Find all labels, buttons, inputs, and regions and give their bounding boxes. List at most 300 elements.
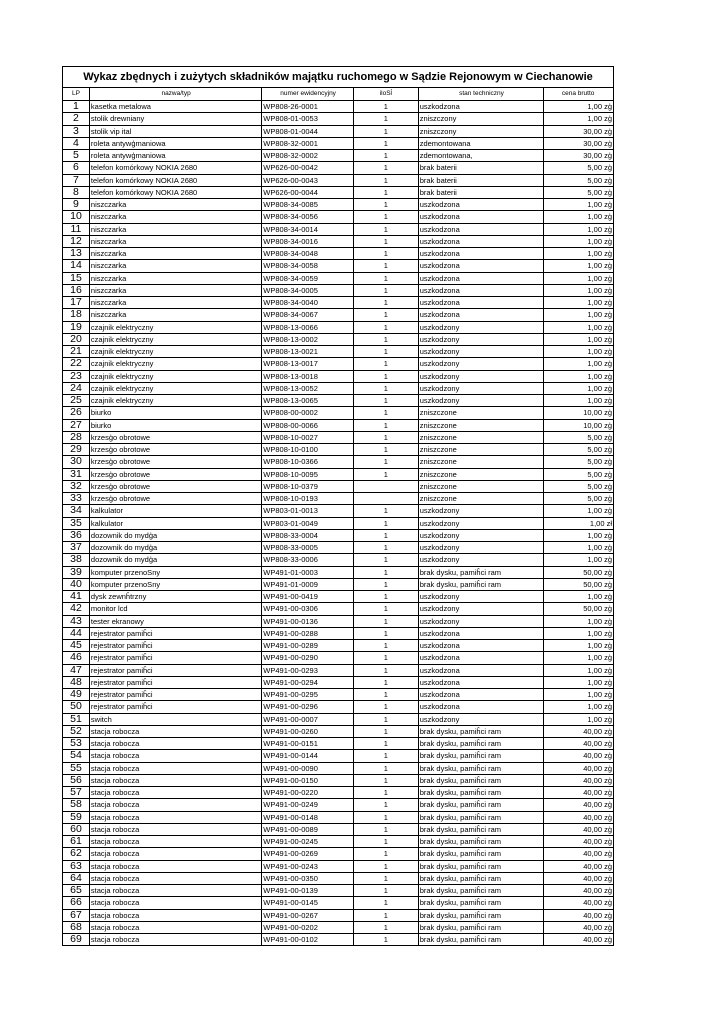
cell-name: niszczarka xyxy=(90,285,262,296)
cell-price: 1,00 zģ xyxy=(587,102,613,111)
cell-state: uszkodzona xyxy=(419,640,545,651)
cell-state: brak dysku, pamiĥci ram xyxy=(419,824,545,835)
cell-qty: 1 xyxy=(354,432,419,443)
table-row xyxy=(63,443,613,455)
cell-name: dozownik do mydģa xyxy=(90,530,262,541)
cell-state: zniszczone xyxy=(419,444,545,455)
cell-state: uszkodzona xyxy=(419,665,545,676)
table-row xyxy=(63,223,613,235)
cell-number: WP491-00-0267 xyxy=(262,910,354,921)
cell-lp: 2 xyxy=(63,113,90,124)
cell-name: niszczarka xyxy=(90,248,262,259)
cell-state: zniszczone xyxy=(419,456,545,467)
cell-name: stacja robocza xyxy=(90,885,262,896)
table-row xyxy=(63,627,613,639)
cell-lp: 1 xyxy=(63,101,90,112)
cell-lp: 38 xyxy=(63,554,90,565)
cell-number: WP803-01-0049 xyxy=(262,518,354,529)
table-row xyxy=(63,737,613,749)
cell-price: 40,00 zģ xyxy=(583,910,613,920)
table-row xyxy=(63,480,613,492)
cell-price: 5,00 zģ xyxy=(587,494,613,503)
cell-qty: 1 xyxy=(354,567,419,578)
cell-number: WP626-00-0043 xyxy=(262,175,354,186)
cell-qty: 1 xyxy=(354,113,419,124)
table-row xyxy=(63,602,613,614)
cell-state: uszkodzony xyxy=(419,395,545,406)
cell-qty: 1 xyxy=(354,836,419,847)
cell-number: WP808-10-0193 xyxy=(262,493,354,504)
cell-state: uszkodzony xyxy=(419,603,545,614)
cell-number: WP808-32-0002 xyxy=(262,150,354,161)
cell-name: biurko xyxy=(90,420,262,431)
cell-state: uszkodzony xyxy=(419,554,545,565)
cell-number: WP491-00-0202 xyxy=(262,922,354,933)
cell-number: WP491-00-0350 xyxy=(262,873,354,884)
cell-qty: 1 xyxy=(354,248,419,259)
cell-number: WP491-00-0249 xyxy=(262,799,354,810)
cell-name: stacja robocza xyxy=(90,775,262,786)
cell-state: zniszczone xyxy=(419,432,545,443)
cell-price: 1,00 zģ xyxy=(587,285,613,295)
cell-state: brak dysku, pamiĥci ram xyxy=(419,812,545,823)
cell-qty: 1 xyxy=(354,603,419,614)
cell-price: 30,00 zģ xyxy=(583,138,613,148)
cell-lp: 12 xyxy=(63,236,90,247)
cell-number: WP808-13-0018 xyxy=(262,371,354,382)
cell-price: 1,00 zģ xyxy=(587,641,613,650)
cell-state: zniszczone xyxy=(419,493,545,504)
cell-lp: 20 xyxy=(63,334,90,345)
table-row xyxy=(63,847,613,859)
cell-lp: 7 xyxy=(63,175,90,186)
cell-qty: 1 xyxy=(354,175,419,186)
cell-number: WP491-00-0289 xyxy=(262,640,354,651)
cell-price: 1,00 zģ xyxy=(587,114,613,124)
cell-state: uszkodzona xyxy=(419,236,545,247)
table-row xyxy=(63,933,613,945)
table-row xyxy=(63,370,613,382)
cell-lp: 32 xyxy=(63,481,90,492)
cell-state: zniszczone xyxy=(419,407,545,418)
cell-price: 40,00 zģ xyxy=(583,812,613,822)
cell-name: rejestrator pamiĥci xyxy=(90,640,262,651)
cell-name: niszczarka xyxy=(90,273,262,284)
cell-state: uszkodzona xyxy=(419,224,545,235)
cell-name: krzesģo obrotowe xyxy=(90,493,262,504)
cell-qty: 1 xyxy=(354,701,419,712)
cell-state: brak dysku, pamiĥci ram xyxy=(419,787,545,798)
cell-qty: 1 xyxy=(354,714,419,725)
table-row xyxy=(63,860,613,872)
cell-state: brak dysku, pamiĥci ram xyxy=(419,922,545,933)
cell-number: WP491-00-0269 xyxy=(262,848,354,859)
cell-price: 1,00 zģ xyxy=(587,347,613,356)
cell-price: 1,00 zģ xyxy=(587,298,613,307)
cell-state: uszkodzona xyxy=(419,309,545,320)
cell-price: 1,00 zģ xyxy=(587,273,613,283)
cell-number: WP808-13-0002 xyxy=(262,334,354,345)
cell-name: czajnik elektryczny xyxy=(90,358,262,369)
cell-state: uszkodzona xyxy=(419,199,545,210)
cell-lp: 43 xyxy=(63,616,90,627)
cell-number: WP491-00-0150 xyxy=(262,775,354,786)
cell-name: kalkulator xyxy=(90,518,262,529)
cell-qty: 1 xyxy=(354,738,419,749)
cell-number: WP491-00-0090 xyxy=(262,763,354,774)
header-state: stan techniczny xyxy=(419,88,545,100)
cell-name: stacja robocza xyxy=(90,726,262,737)
cell-price: 5,00 zģ xyxy=(587,163,613,173)
cell-state: brak dysku, pamiĥci ram xyxy=(419,750,545,761)
cell-price: 40,00 zģ xyxy=(583,800,613,810)
cell-lp: 60 xyxy=(63,824,90,835)
cell-state: brak dysku, pamiĥci ram xyxy=(419,799,545,810)
table-row xyxy=(63,100,613,112)
cell-number: WP491-00-0243 xyxy=(262,861,354,872)
cell-lp: 9 xyxy=(63,199,90,210)
cell-lp: 66 xyxy=(63,897,90,908)
cell-price: 1,00 zģ xyxy=(587,334,613,344)
cell-price: 40,00 zģ xyxy=(583,922,613,932)
cell-name: czajnik elektryczny xyxy=(90,334,262,345)
table-row xyxy=(63,345,613,357)
cell-name: stacja robocza xyxy=(90,922,262,933)
cell-state: brak dysku, pamiĥci ram xyxy=(419,848,545,859)
cell-price: 5,00 zģ xyxy=(587,445,613,454)
cell-number: WP491-00-0295 xyxy=(262,689,354,700)
cell-number: WP808-33-0004 xyxy=(262,530,354,541)
cell-number: WP808-34-0058 xyxy=(262,260,354,271)
cell-name: niszczarka xyxy=(90,211,262,222)
cell-lp: 28 xyxy=(63,432,90,443)
cell-lp: 42 xyxy=(63,603,90,614)
cell-qty: 1 xyxy=(354,383,419,394)
cell-qty: 1 xyxy=(354,346,419,357)
cell-lp: 34 xyxy=(63,505,90,516)
header-lp: LP xyxy=(63,88,90,100)
cell-lp: 19 xyxy=(63,322,90,333)
cell-number: WP626-00-0042 xyxy=(262,162,354,173)
cell-lp: 55 xyxy=(63,763,90,774)
cell-name: telefon komórkowy NOKIA 2680 xyxy=(90,162,262,173)
cell-number: WP491-00-0148 xyxy=(262,812,354,823)
cell-name: tester ekranowy xyxy=(90,616,262,627)
cell-price: 40,00 zģ xyxy=(583,886,613,895)
cell-name: roleta antywģmaniowa xyxy=(90,138,262,149)
cell-qty: 1 xyxy=(354,309,419,320)
table-row xyxy=(63,700,613,712)
cell-state: uszkodzony xyxy=(419,505,545,516)
table-row xyxy=(63,762,613,774)
cell-qty: 1 xyxy=(354,628,419,639)
table-row xyxy=(63,149,613,161)
cell-name: stacja robocza xyxy=(90,787,262,798)
cell-lp: 44 xyxy=(63,628,90,639)
table-row xyxy=(63,566,613,578)
cell-lp: 64 xyxy=(63,873,90,884)
cell-number: WP491-00-0260 xyxy=(262,726,354,737)
cell-name: rejestrator pamiĥci xyxy=(90,689,262,700)
cell-price: 5,00 zģ xyxy=(587,175,613,185)
cell-name: stacja robocza xyxy=(90,824,262,835)
table-row xyxy=(63,553,613,565)
cell-state: brak dysku, pamiĥci ram xyxy=(419,726,545,737)
table-row xyxy=(63,541,613,553)
cell-qty: 1 xyxy=(354,224,419,235)
cell-qty: 1 xyxy=(354,322,419,333)
cell-price: 1,00 zģ xyxy=(587,653,613,663)
cell-state: zniszczone xyxy=(419,420,545,431)
cell-price: 1,00 zģ xyxy=(587,383,613,393)
cell-number: WP808-34-0016 xyxy=(262,236,354,247)
cell-qty: 1 xyxy=(354,150,419,161)
table-row xyxy=(63,811,613,823)
table-row xyxy=(63,308,613,320)
cell-name: krzesģo obrotowe xyxy=(90,432,262,443)
cell-state: brak dysku, pamiĥci ram xyxy=(419,775,545,786)
table-row xyxy=(63,198,613,210)
cell-lp: 3 xyxy=(63,126,90,137)
cell-number: WP808-00-0002 xyxy=(262,407,354,418)
cell-qty: 1 xyxy=(354,162,419,173)
cell-lp: 39 xyxy=(63,567,90,578)
cell-lp: 46 xyxy=(63,652,90,663)
cell-number: WP803-01-0013 xyxy=(262,505,354,516)
cell-name: stacja robocza xyxy=(90,750,262,761)
cell-number: WP491-00-0293 xyxy=(262,665,354,676)
table-row xyxy=(63,406,613,418)
cell-name: niszczarka xyxy=(90,199,262,210)
cell-lp: 33 xyxy=(63,493,90,504)
cell-name: stacja robocza xyxy=(90,897,262,908)
cell-price: 5,00 zģ xyxy=(587,481,613,491)
table-row xyxy=(63,823,613,835)
cell-state: uszkodzona xyxy=(419,101,545,112)
cell-qty: 1 xyxy=(354,665,419,676)
cell-state: brak dysku, pamiĥci ram xyxy=(419,763,545,774)
table-row xyxy=(63,394,613,406)
cell-name: stacja robocza xyxy=(90,910,262,921)
table-body xyxy=(62,100,614,946)
cell-price: 40,00 zģ xyxy=(583,861,613,871)
cell-price: 1,00 zģ xyxy=(587,249,613,258)
cell-number: WP491-00-0145 xyxy=(262,897,354,908)
cell-state: brak dysku, pamiĥci ram xyxy=(419,934,545,945)
cell-price: 1,00 zģ xyxy=(587,396,613,405)
cell-qty: 1 xyxy=(354,799,419,810)
cell-qty: 1 xyxy=(354,775,419,786)
cell-price: 1,00 zģ xyxy=(587,371,613,381)
cell-state: brak dysku, pamiĥci ram xyxy=(419,873,545,884)
cell-state: uszkodzona xyxy=(419,297,545,308)
cell-lp: 5 xyxy=(63,150,90,161)
cell-name: czajnik elektryczny xyxy=(90,395,262,406)
cell-number: WP491-00-0220 xyxy=(262,787,354,798)
cell-qty: 1 xyxy=(354,138,419,149)
table-row xyxy=(63,125,613,137)
cell-state: zniszczone xyxy=(419,469,545,480)
cell-state: brak baterii xyxy=(419,187,545,198)
cell-qty: 1 xyxy=(354,211,419,222)
cell-qty: 1 xyxy=(354,787,419,798)
cell-state: brak dysku, pamiĥci ram xyxy=(419,567,545,578)
cell-state: brak dysku, pamiĥci ram xyxy=(419,579,545,590)
table-row xyxy=(63,615,613,627)
cell-state: brak dysku, pamiĥci ram xyxy=(419,861,545,872)
cell-number: WP808-34-0067 xyxy=(262,309,354,320)
cell-qty: 1 xyxy=(354,763,419,774)
cell-name: stacja robocza xyxy=(90,763,262,774)
cell-number: WP808-10-0366 xyxy=(262,456,354,467)
cell-qty: 1 xyxy=(354,554,419,565)
cell-name: czajnik elektryczny xyxy=(90,346,262,357)
cell-price: 5,00 zģ xyxy=(587,457,613,467)
cell-lp: 41 xyxy=(63,591,90,602)
table-row xyxy=(63,651,613,663)
table-row xyxy=(63,492,613,504)
cell-name: dozownik do mydģa xyxy=(90,554,262,565)
cell-state: brak dysku, pamiĥci ram xyxy=(419,910,545,921)
cell-price: 1,00 zģ xyxy=(587,628,613,638)
cell-state: zniszczony xyxy=(419,126,545,137)
cell-name: switch xyxy=(90,714,262,725)
cell-number: WP808-33-0006 xyxy=(262,554,354,565)
table-row xyxy=(63,798,613,810)
cell-state: uszkodzony xyxy=(419,542,545,553)
cell-number: WP808-34-0040 xyxy=(262,297,354,308)
cell-lp: 22 xyxy=(63,358,90,369)
cell-qty: 1 xyxy=(354,812,419,823)
table-row xyxy=(63,431,613,443)
table-row xyxy=(63,578,613,590)
cell-price: 1,00 zģ xyxy=(587,530,613,540)
cell-price: 1,00 zģ xyxy=(587,665,613,675)
cell-lp: 57 xyxy=(63,787,90,798)
cell-lp: 48 xyxy=(63,677,90,688)
cell-name: kasetka metalowa xyxy=(90,101,262,112)
cell-name: krzesģo obrotowe xyxy=(90,469,262,480)
cell-name: komputer przenoSny xyxy=(90,579,262,590)
cell-state: zniszczone xyxy=(419,481,545,492)
cell-state: uszkodzona xyxy=(419,260,545,271)
cell-name: czajnik elektryczny xyxy=(90,371,262,382)
inventory-sheet xyxy=(62,66,614,946)
cell-number: WP808-26-0001 xyxy=(262,101,354,112)
cell-number: WP491-00-0136 xyxy=(262,616,354,627)
cell-price: 40,00 zģ xyxy=(583,739,613,748)
cell-name: stacja robocza xyxy=(90,738,262,749)
table-row xyxy=(63,382,613,394)
cell-lp: 6 xyxy=(63,162,90,173)
cell-state: brak dysku, pamiĥci ram xyxy=(419,738,545,749)
cell-price: 1,00 zģ xyxy=(587,212,613,222)
cell-state: uszkodzony xyxy=(419,334,545,345)
table-row xyxy=(63,161,613,173)
cell-lp: 26 xyxy=(63,407,90,418)
cell-state: uszkodzony xyxy=(419,358,545,369)
table-row xyxy=(63,284,613,296)
table-row xyxy=(63,517,613,529)
cell-lp: 18 xyxy=(63,309,90,320)
cell-name: biurko xyxy=(90,407,262,418)
cell-lp: 62 xyxy=(63,848,90,859)
cell-qty: 1 xyxy=(354,640,419,651)
cell-lp: 29 xyxy=(63,444,90,455)
cell-lp: 63 xyxy=(63,861,90,872)
table-row xyxy=(63,909,613,921)
cell-qty: 1 xyxy=(354,273,419,284)
cell-qty: 1 xyxy=(354,579,419,590)
cell-number: WP808-34-0085 xyxy=(262,199,354,210)
cell-number: WP808-34-0048 xyxy=(262,248,354,259)
cell-lp: 23 xyxy=(63,371,90,382)
cell-name: stacja robocza xyxy=(90,799,262,810)
cell-price: 1,00 zģ xyxy=(587,555,613,565)
cell-lp: 49 xyxy=(63,689,90,700)
cell-name: kalkulator xyxy=(90,505,262,516)
cell-lp: 24 xyxy=(63,383,90,394)
cell-qty xyxy=(354,481,419,492)
table-header xyxy=(62,87,614,100)
cell-name: stolik vip ital xyxy=(90,126,262,137)
cell-state: brak baterii xyxy=(419,175,545,186)
cell-price: 1,00 zģ xyxy=(587,690,613,699)
cell-name: krzesģo obrotowe xyxy=(90,481,262,492)
cell-price: 10,00 zģ xyxy=(583,420,613,430)
cell-name: niszczarka xyxy=(90,260,262,271)
cell-number: WP808-34-0005 xyxy=(262,285,354,296)
cell-state: uszkodzona xyxy=(419,273,545,284)
cell-price: 50,00 zģ xyxy=(583,579,613,589)
cell-name: komputer przenoSny xyxy=(90,567,262,578)
cell-qty: 1 xyxy=(354,885,419,896)
cell-qty: 1 xyxy=(354,726,419,737)
cell-lp: 65 xyxy=(63,885,90,896)
cell-qty: 1 xyxy=(354,934,419,945)
cell-price: 1,00 zģ xyxy=(587,200,613,209)
cell-state: uszkodzony xyxy=(419,383,545,394)
cell-number: WP491-00-0296 xyxy=(262,701,354,712)
cell-state: uszkodzony xyxy=(419,518,545,529)
cell-state: uszkodzona xyxy=(419,701,545,712)
cell-lp: 21 xyxy=(63,346,90,357)
table-row xyxy=(63,174,613,186)
cell-lp: 50 xyxy=(63,701,90,712)
cell-lp: 47 xyxy=(63,665,90,676)
cell-price: 1,00 zģ xyxy=(587,506,613,516)
cell-price: 40,00 zģ xyxy=(583,849,613,859)
cell-qty: 1 xyxy=(354,616,419,627)
cell-qty: 1 xyxy=(354,910,419,921)
cell-qty: 1 xyxy=(354,420,419,431)
cell-number: WP491-00-0294 xyxy=(262,677,354,688)
cell-name: stacja robocza xyxy=(90,848,262,859)
cell-name: telefon komórkowy NOKIA 2680 xyxy=(90,187,262,198)
cell-price: 1,00 zģ xyxy=(587,714,613,724)
cell-name: stacja robocza xyxy=(90,873,262,884)
cell-qty: 1 xyxy=(354,518,419,529)
cell-lp: 30 xyxy=(63,456,90,467)
cell-qty: 1 xyxy=(354,824,419,835)
cell-name: rejestrator pamiĥci xyxy=(90,628,262,639)
table-row xyxy=(63,884,613,896)
cell-lp: 51 xyxy=(63,714,90,725)
cell-lp: 4 xyxy=(63,138,90,149)
cell-qty: 1 xyxy=(354,358,419,369)
cell-qty: 1 xyxy=(354,407,419,418)
cell-number: WP491-00-0306 xyxy=(262,603,354,614)
